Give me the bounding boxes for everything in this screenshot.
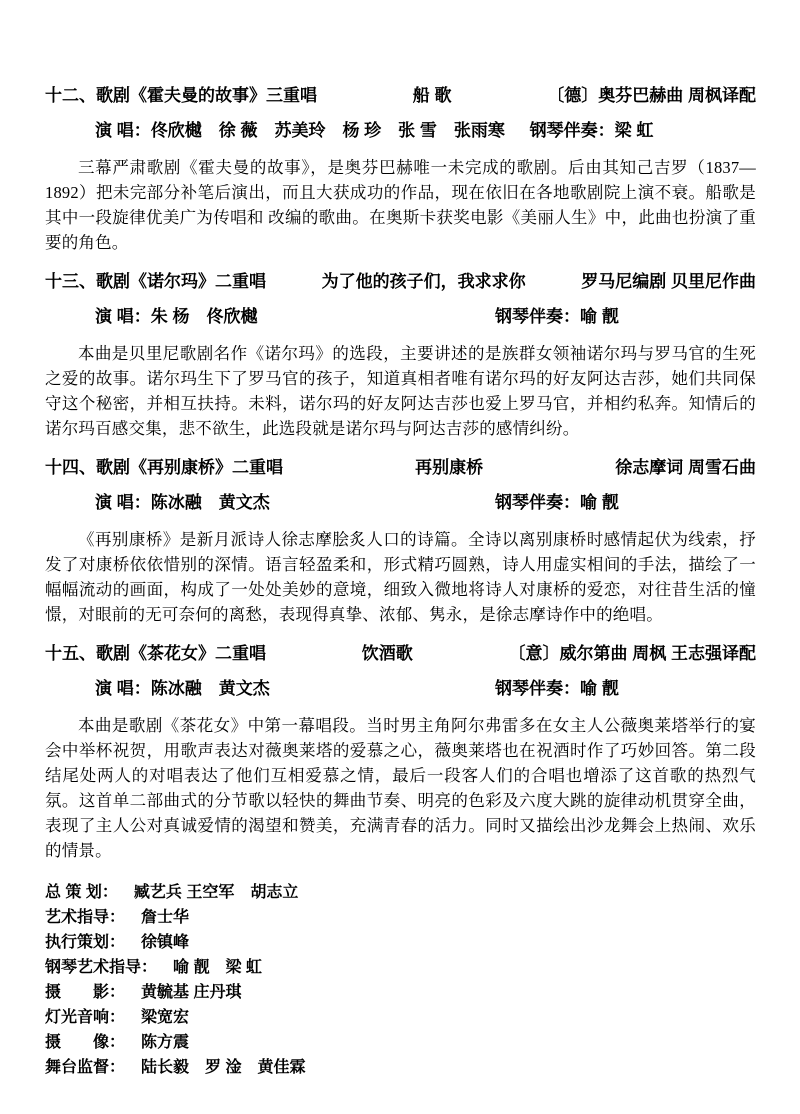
credit-row-videography [45, 1030, 756, 1055]
credit-row-photography [45, 980, 756, 1005]
singers-text: 演 唱：佟欣樾 徐 薇 苏美玲 杨 珍 张 雪 张雨寒 [95, 121, 505, 140]
credit-label: 摄 影： [45, 984, 126, 1001]
section-number-title: 十四、歌剧《再别康桥》二重唱 [45, 458, 283, 477]
song-title: 船 歌 [412, 86, 452, 105]
credit-names: 黄毓基 庄丹琪 [141, 984, 242, 1001]
song-title: 饮酒歌 [361, 644, 413, 663]
performers-line [45, 307, 756, 327]
performers-line [45, 121, 756, 141]
composer-credit: 〔德〕奥芬巴赫曲 周枫译配 [547, 86, 756, 105]
credit-label: 总 策 划： [45, 884, 118, 901]
section-description: 《再别康桥》是新月派诗人徐志摩脍炙人口的诗篇。全诗以离别康桥时感情起伏为线索，抒发了对康桥依依惜别的深情。语言轻盈柔和，形式精巧圆熟，诗人用虚实相间的手法，描绘了一幅幅流动的画面，构成了一处处美妙的意境，细致入微地将诗人对康桥的爱恋，对往昔生活的憧憬，对眼前的无可奈何的离愁，表现得真挚、浓郁、隽永，是徐志摩诗作中的绝唱。 [45, 530, 756, 624]
song-title: 再别康桥 [415, 458, 484, 477]
singers-text: 演 唱：陈冰融 黄文杰 [95, 679, 270, 698]
credit-row-executive-planner [45, 930, 756, 955]
piano-accompanist-text: 钢琴伴奏：喻 靓 [495, 493, 619, 512]
credit-label: 艺术指导： [45, 909, 126, 926]
credit-row-lighting-sound [45, 1005, 756, 1030]
section-heading [45, 272, 756, 292]
section-heading [45, 458, 756, 478]
song-title: 为了他的孩子们，我求求你 [321, 272, 526, 291]
credit-label: 灯光音响： [45, 1009, 126, 1026]
production-credits [45, 880, 756, 1080]
credit-label: 执行策划： [45, 934, 126, 951]
section-number-title: 十二、歌剧《霍夫曼的故事》三重唱 [45, 86, 317, 105]
performers-line [45, 493, 756, 513]
program-section-12 [45, 86, 756, 255]
piano-accompanist-text: 钢琴伴奏：喻 靓 [495, 307, 619, 326]
credit-row-stage-supervisors [45, 1055, 756, 1080]
section-description: 三幕严肃歌剧《霍夫曼的故事》，是奥芬巴赫唯一未完成的歌剧。后由其知己吉罗（1837—1892）把未完部分补笔后演出，而且大获成功的作品，现在依旧在各地歌剧院上演不衰。船歌是其中一段旋律优美广为传唱和 改编的歌曲。在奥斯卡获奖电影《美丽人生》中，此曲也扮演了重要的角色。 [45, 158, 756, 252]
section-heading [45, 86, 756, 106]
credit-names: 陈方震 [141, 1034, 190, 1051]
composer-credit: 罗马尼编剧 贝里尼作曲 [581, 272, 756, 291]
credit-row-chief-planners [45, 880, 756, 905]
program-section-14 [45, 458, 756, 627]
piano-accompanist-text: 钢琴伴奏：梁 虹 [529, 121, 654, 140]
credit-names: 喻 靓 梁 虹 [173, 959, 262, 976]
program-section-15 [45, 644, 756, 863]
credit-names: 陆长毅 罗 淦 黄佳霖 [141, 1059, 306, 1076]
section-heading [45, 644, 756, 664]
credit-names: 徐镇峰 [141, 934, 190, 951]
section-number-title: 十五、歌剧《茶花女》二重唱 [45, 644, 266, 663]
credit-row-piano-art-directors [45, 955, 756, 980]
credit-names: 詹士华 [141, 909, 190, 926]
program-section-13 [45, 272, 756, 441]
section-description: 本曲是贝里尼歌剧名作《诺尔玛》的选段，主要讲述的是族群女领袖诺尔玛与罗马官的生死之爱的故事。诺尔玛生下了罗马官的孩子，知道真相者唯有诺尔玛的好友阿达吉莎，她们共同保守这个秘密，并相互扶持。未料，诺尔玛的好友阿达吉莎也爱上罗马官，并相约私奔。知情后的诺尔玛百感交集，悲不欲生，此选段就是诺尔玛与阿达吉莎的感情纠纷。 [45, 344, 756, 438]
credit-names: 梁宽宏 [141, 1009, 190, 1026]
singers-text: 演 唱：陈冰融 黄文杰 [95, 493, 270, 512]
section-number-title: 十三、歌剧《诺尔玛》二重唱 [45, 272, 266, 291]
section-description: 本曲是歌剧《茶花女》中第一幕唱段。当时男主角阿尔弗雷多在女主人公薇奥莱塔举行的宴会中举杯祝贺，用歌声表达对薇奥莱塔的爱慕之心，薇奥莱塔也在祝酒时作了巧妙回答。第二段结尾处两人的对唱表达了他们互相爱慕之情，最后一段客人们的合唱也增添了这首歌的热烈气氛。这首单二部曲式的分节歌以轻快的舞曲节奏、明亮的色彩及六度大跳的旋律动机贯穿全曲，表现了主人公对真诚爱情的渴望和赞美，充满青春的活力。同时又描绘出沙龙舞会上热闹、欢乐的情景。 [45, 716, 756, 860]
performers-line [45, 679, 756, 699]
singers-text: 演 唱：朱 杨 佟欣樾 [95, 307, 258, 326]
credit-label: 摄 像： [45, 1034, 126, 1051]
credit-names: 臧艺兵 王空军 胡志立 [133, 884, 299, 901]
piano-accompanist-text: 钢琴伴奏：喻 靓 [495, 679, 619, 698]
credit-label: 舞台监督： [45, 1059, 126, 1076]
composer-credit: 〔意〕威尔第曲 周枫 王志强译配 [508, 644, 756, 663]
composer-credit: 徐志摩词 周雪石曲 [615, 458, 756, 477]
credit-row-art-director [45, 905, 756, 930]
credit-label: 钢琴艺术指导： [45, 959, 158, 976]
